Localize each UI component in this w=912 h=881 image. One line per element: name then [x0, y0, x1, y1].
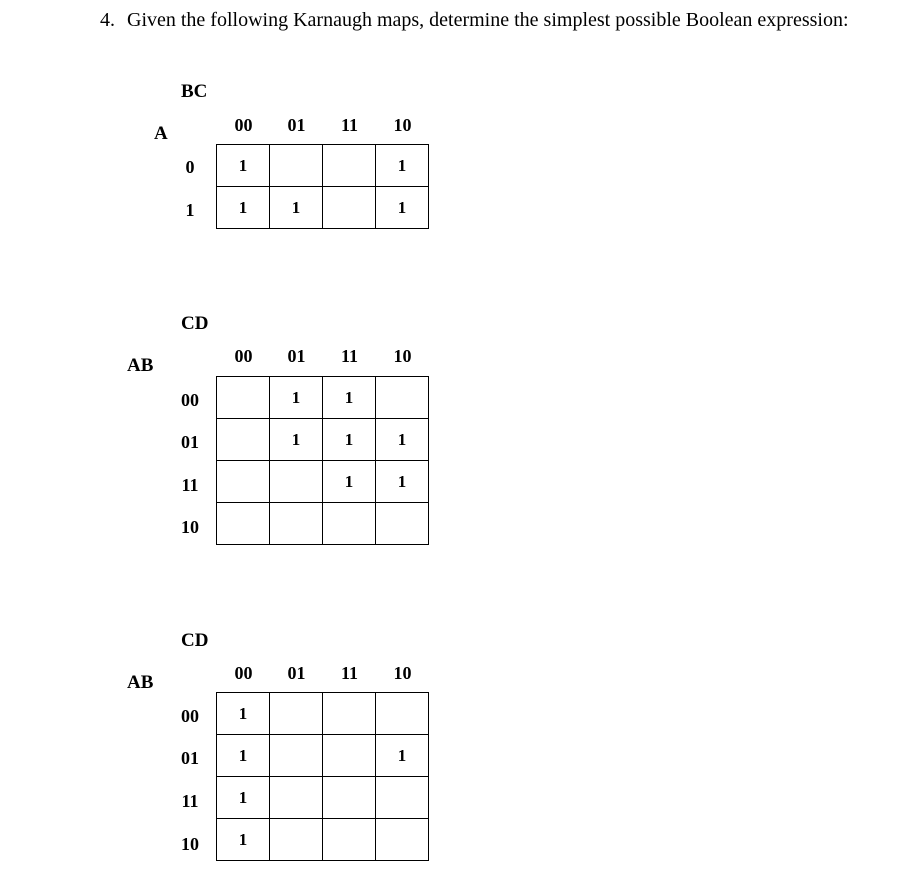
- kmap-cell: [217, 461, 270, 503]
- kmap-cell: 1: [376, 419, 429, 461]
- kmap-3-row-label: 11: [181, 791, 199, 811]
- kmap-cell: [376, 503, 429, 545]
- kmap-1-row-var: A: [154, 123, 168, 144]
- kmap-1-row-label: 1: [185, 200, 195, 220]
- kmap-row: [217, 503, 429, 545]
- kmap-row: [217, 145, 429, 187]
- kmap-1-grid: [216, 144, 429, 229]
- kmap-2-col-label: 10: [393, 346, 412, 366]
- kmap-3-col-label: 01: [287, 663, 306, 683]
- kmap-1-col-label: 11: [340, 115, 358, 135]
- kmap-3-row-label: 00: [181, 706, 199, 726]
- kmap-cell: [323, 777, 376, 819]
- kmap-3-grid: [216, 692, 429, 861]
- kmap-cell: 1: [376, 735, 429, 777]
- question-number: 4.: [100, 9, 115, 31]
- kmap-cell: [270, 461, 323, 503]
- kmap-2-col-label: 01: [287, 346, 306, 366]
- kmap-cell: [270, 777, 323, 819]
- kmap-1-col-var: BC: [181, 81, 208, 102]
- question-text: [100, 9, 849, 32]
- kmap-3-row-label: 01: [181, 748, 199, 768]
- kmap-cell: 1: [323, 419, 376, 461]
- kmap-cell: [376, 693, 429, 735]
- kmap-2-col-var: CD: [181, 313, 209, 334]
- kmap-cell: 1: [217, 735, 270, 777]
- kmap-2-col-label: 11: [340, 346, 358, 366]
- kmap-cell: [217, 419, 270, 461]
- kmap-cell: [270, 735, 323, 777]
- kmap-cell: [323, 819, 376, 861]
- kmap-row: [217, 693, 429, 735]
- kmap-3-col-label: 00: [234, 663, 253, 683]
- kmap-cell: 1: [217, 693, 270, 735]
- kmap-cell: [217, 503, 270, 545]
- kmap-2-row-label: 10: [181, 517, 199, 537]
- kmap-cell: [217, 377, 270, 419]
- kmap-cell: [376, 377, 429, 419]
- kmap-2-row-label: 11: [181, 475, 199, 495]
- kmap-3-row-label: 10: [181, 834, 199, 854]
- kmap-cell: 1: [217, 777, 270, 819]
- kmap-cell: [270, 145, 323, 187]
- question-prompt: Given the following Karnaugh maps, determine the simplest possible Boolean expression:: [127, 9, 849, 31]
- kmap-1-col-label: 01: [287, 115, 306, 135]
- kmap-row: [217, 461, 429, 503]
- kmap-cell: 1: [270, 187, 323, 229]
- kmap-cell: [323, 735, 376, 777]
- kmap-3-col-label: 11: [340, 663, 358, 683]
- kmap-cell: [270, 503, 323, 545]
- kmap-cell: [376, 819, 429, 861]
- kmap-1-col-label: 00: [234, 115, 253, 135]
- kmap-cell: 1: [323, 377, 376, 419]
- kmap-cell: 1: [376, 187, 429, 229]
- kmap-cell: 1: [270, 377, 323, 419]
- kmap-cell: [270, 819, 323, 861]
- kmap-1-col-label: 10: [393, 115, 412, 135]
- kmap-row: [217, 819, 429, 861]
- kmap-cell: 1: [376, 461, 429, 503]
- kmap-1-row-label: 0: [185, 157, 195, 177]
- kmap-3-row-var: AB: [127, 672, 154, 693]
- kmap-2-row-var: AB: [127, 355, 154, 376]
- kmap-cell: 1: [270, 419, 323, 461]
- kmap-cell: [323, 503, 376, 545]
- kmap-cell: [270, 693, 323, 735]
- kmap-row: [217, 777, 429, 819]
- kmap-cell: [323, 145, 376, 187]
- kmap-2-row-label: 01: [181, 432, 199, 452]
- kmap-2-row-label: 00: [181, 390, 199, 410]
- kmap-cell: 1: [323, 461, 376, 503]
- kmap-cell: [376, 777, 429, 819]
- kmap-cell: [323, 693, 376, 735]
- kmap-2-col-label: 00: [234, 346, 253, 366]
- kmap-cell: 1: [217, 819, 270, 861]
- kmap-3-col-label: 10: [393, 663, 412, 683]
- kmap-2-grid: [216, 376, 429, 545]
- kmap-cell: 1: [217, 145, 270, 187]
- kmap-cell: [323, 187, 376, 229]
- kmap-row: [217, 735, 429, 777]
- kmap-row: [217, 187, 429, 229]
- kmap-3-col-var: CD: [181, 630, 209, 651]
- kmap-row: [217, 377, 429, 419]
- kmap-row: [217, 419, 429, 461]
- kmap-cell: 1: [376, 145, 429, 187]
- kmap-cell: 1: [217, 187, 270, 229]
